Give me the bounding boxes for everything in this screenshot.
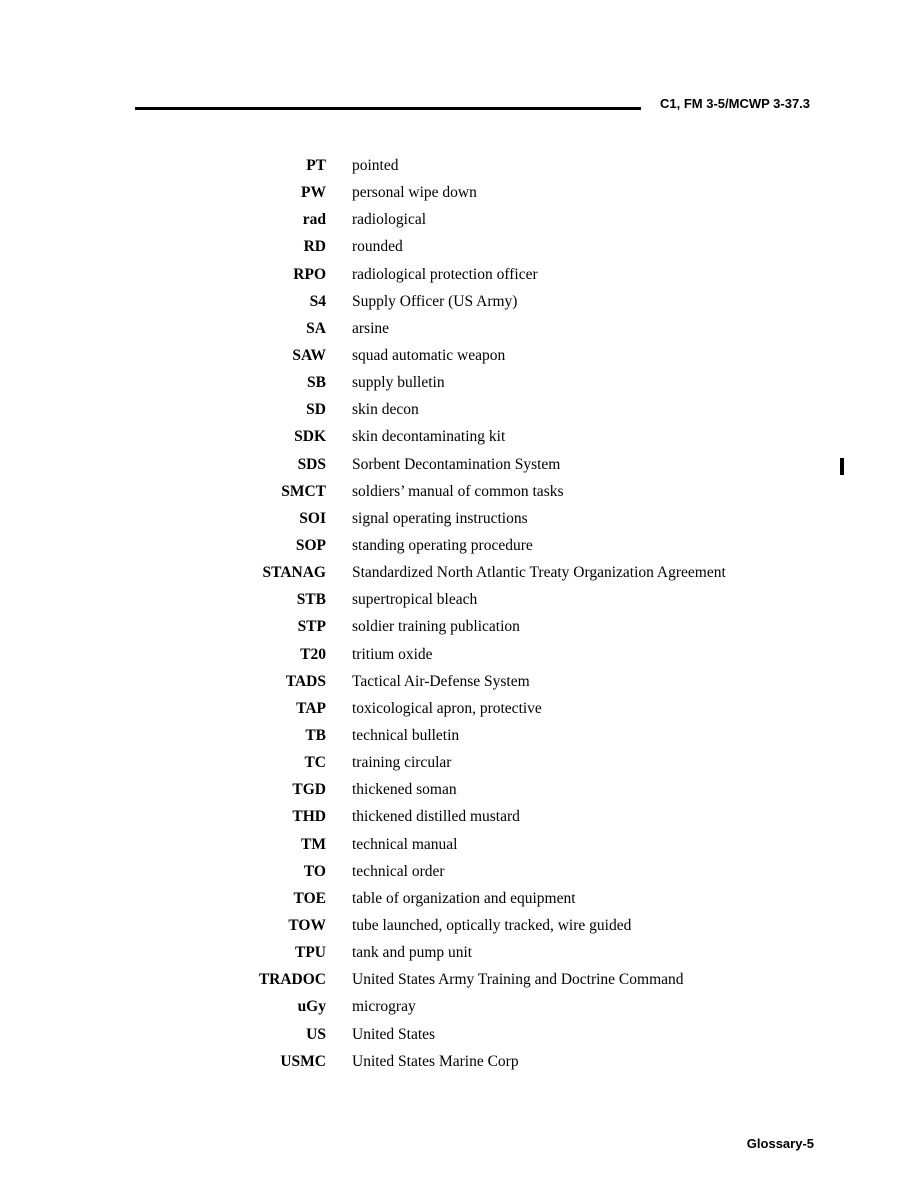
glossary-abbreviation: SMCT (281, 482, 326, 500)
glossary-entry (0, 970, 923, 997)
glossary-entry (0, 699, 923, 726)
glossary-abbreviation: SDS (297, 455, 326, 473)
glossary-definition: table of organization and equipment (352, 889, 576, 907)
glossary-entry (0, 862, 923, 889)
glossary-definition: supply bulletin (352, 374, 445, 392)
glossary-entry (0, 889, 923, 916)
glossary-abbreviation: PW (301, 184, 326, 202)
glossary-abbreviation: TGD (292, 781, 326, 799)
glossary-abbreviation: TADS (285, 672, 326, 690)
glossary-definition: United States Marine Corp (352, 1052, 519, 1070)
glossary-definition: United States (352, 1025, 436, 1043)
glossary-entry (0, 1052, 923, 1079)
glossary-definition: microgray (352, 998, 416, 1016)
glossary-definition: toxicological apron, protective (352, 699, 542, 717)
glossary-entry (0, 943, 923, 970)
glossary-definition: technical order (352, 862, 445, 880)
glossary-abbreviation: RD (303, 238, 326, 256)
page-number-label: Glossary-5 (746, 1136, 814, 1151)
glossary-abbreviation: SA (306, 319, 326, 337)
glossary-abbreviation: TM (301, 835, 326, 853)
glossary-entry (0, 455, 923, 482)
glossary-abbreviation: RPO (293, 265, 326, 283)
glossary-definition: skin decontaminating kit (352, 428, 506, 446)
glossary-definition: skin decon (352, 401, 419, 419)
glossary-abbreviation: TB (305, 726, 326, 744)
glossary-entry (0, 563, 923, 590)
glossary-entry (0, 265, 923, 292)
glossary-entry (0, 997, 923, 1024)
glossary-entry (0, 672, 923, 699)
glossary-entry (0, 1025, 923, 1052)
glossary-abbreviation: TOW (288, 916, 326, 934)
glossary-abbreviation: uGy (297, 998, 326, 1016)
glossary-abbreviation: T20 (300, 645, 326, 663)
glossary-entry (0, 156, 923, 183)
glossary-definition: Standardized North Atlantic Treaty Organization Agreement (352, 564, 726, 582)
glossary-entry (0, 509, 923, 536)
glossary-entry (0, 346, 923, 373)
glossary-definition: tritium oxide (352, 645, 433, 663)
glossary-entry (0, 726, 923, 753)
glossary-definition: thickened soman (352, 781, 457, 799)
glossary-abbreviation: SAW (292, 346, 326, 364)
glossary-entry (0, 916, 923, 943)
glossary-entry (0, 292, 923, 319)
glossary-abbreviation: US (306, 1025, 326, 1043)
glossary-abbreviation: STB (296, 591, 326, 609)
glossary-abbreviation: TAP (296, 699, 326, 717)
glossary-definition: thickened distilled mustard (352, 808, 520, 826)
glossary-abbreviation: S4 (309, 292, 326, 310)
glossary-definition: soldier training publication (352, 618, 520, 636)
glossary-definition: squad automatic weapon (352, 346, 506, 364)
glossary-definition: radiological protection officer (352, 265, 538, 283)
glossary-definition: tank and pump unit (352, 944, 473, 962)
glossary-abbreviation: TC (304, 754, 326, 772)
glossary-abbreviation: rad (302, 211, 326, 229)
glossary-definition: soldiers’ manual of common tasks (352, 482, 564, 500)
glossary-entry (0, 753, 923, 780)
glossary-entry (0, 590, 923, 617)
glossary-definition: radiological (352, 211, 427, 229)
glossary-entry (0, 482, 923, 509)
glossary-definition: Supply Officer (US Army) (352, 292, 518, 310)
change-bar (840, 458, 844, 475)
glossary-definition: technical manual (352, 835, 458, 853)
glossary-definition: Sorbent Decontamination System (352, 455, 561, 473)
glossary-abbreviation: THD (292, 808, 326, 826)
glossary-entry (0, 835, 923, 862)
glossary-entry (0, 319, 923, 346)
glossary-abbreviation: PT (306, 157, 326, 174)
glossary-abbreviation: SOP (295, 536, 326, 554)
glossary-entry (0, 400, 923, 427)
glossary-definition: Tactical Air-Defense System (352, 672, 530, 690)
glossary-entry (0, 617, 923, 644)
glossary-definition: rounded (352, 238, 403, 256)
glossary-abbreviation: SD (306, 401, 326, 419)
glossary-entry (0, 237, 923, 264)
glossary-definition: training circular (352, 754, 452, 772)
glossary-abbreviation: TOE (293, 889, 326, 907)
glossary-abbreviation: TRADOC (258, 971, 326, 989)
glossary-abbreviation: USMC (280, 1052, 326, 1070)
glossary-definition: arsine (352, 319, 390, 337)
glossary-abbreviation: SDK (294, 428, 326, 446)
document-header-title: C1, FM 3-5/MCWP 3-37.3 (660, 96, 811, 111)
glossary-abbreviation: TPU (295, 944, 326, 962)
glossary-abbreviation: TO (303, 862, 326, 880)
glossary-definition: standing operating procedure (352, 536, 533, 554)
header-rule (135, 107, 641, 110)
glossary-entry (0, 536, 923, 563)
glossary-definition: tube launched, optically tracked, wire guided (352, 916, 632, 934)
glossary-abbreviation: SB (307, 374, 326, 392)
glossary-definition: United States Army Training and Doctrine Command (352, 971, 684, 989)
glossary-entry (0, 210, 923, 237)
glossary-definition: personal wipe down (352, 184, 477, 202)
glossary-definition: pointed (352, 157, 399, 174)
glossary-entry (0, 427, 923, 454)
glossary-definition: signal operating instructions (352, 509, 528, 527)
glossary-definition: supertropical bleach (352, 591, 478, 609)
glossary-definition: technical bulletin (352, 726, 460, 744)
glossary-entry (0, 183, 923, 210)
glossary-list (0, 156, 923, 1079)
glossary-entry (0, 807, 923, 834)
glossary-entry (0, 780, 923, 807)
glossary-abbreviation: SOI (299, 509, 326, 527)
glossary-abbreviation: STP (297, 618, 326, 636)
glossary-entry (0, 373, 923, 400)
glossary-abbreviation: STANAG (262, 564, 326, 582)
glossary-entry (0, 645, 923, 672)
